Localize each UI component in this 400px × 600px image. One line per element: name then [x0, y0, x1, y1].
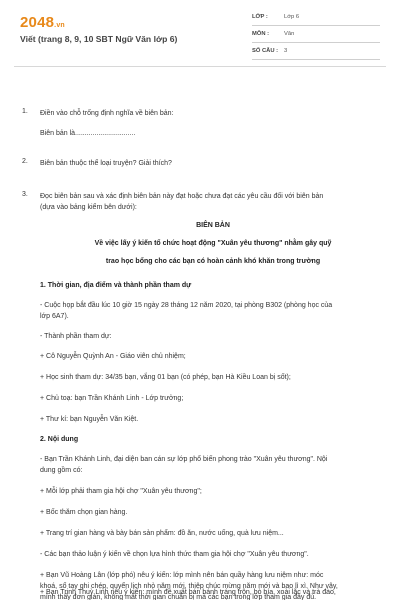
- list-item: + Trang trí gian hàng và bày bán sản phẩm: đồ ăn, nước uống, quà lưu niệm...: [40, 530, 284, 537]
- paragraph-line: khoá, sổ tay ghi chép, quyển lịch nhỏ năm mới, thiệp chúc mừng năm mới và bao lì xì. Như vậy,: [40, 583, 338, 590]
- paragraph-line: + Bạn Trịnh Thuỳ Linh nêu ý kiến: mình đề xuất bán bánh tráng trộn, bò bía, xoài lắc và trà đào,: [40, 589, 336, 596]
- meta-label: SỐ CÂU :: [252, 48, 279, 54]
- paragraph-line: + Bạn Vũ Hoàng Lân (lớp phó) nêu ý kiến: lớp mình nên bán quầy hàng lưu niệm như: móc: [40, 572, 324, 579]
- paragraph-line: dung gồm có:: [40, 467, 83, 474]
- section-heading: 1. Thời gian, địa điểm và thành phần tham dự: [40, 282, 192, 289]
- header-divider: [14, 66, 386, 67]
- paragraph-line: - Cuộc họp bắt đầu lúc 10 giờ 15 ngày 28 tháng 12 năm 2020, tại phòng B302 (phòng học của: [40, 302, 333, 309]
- paragraph-line: mình thấy đơn giản, không mất thời gian chuẩn bị mà các bạn trong lớp tham gia đầy đủ.: [40, 594, 317, 600]
- page-header: [0, 0, 400, 64]
- paragraph-line: lớp 6A7).: [40, 313, 69, 320]
- list-item: + Học sinh tham dự: 34/35 bạn, vắng 01 bạn (có phép, bạn Hà Kiều Loan bị sốt);: [40, 374, 291, 381]
- list-item: + Cô Nguyễn Quỳnh An - Giáo viên chủ nhiệm;: [40, 353, 186, 360]
- question-number: 3.: [22, 191, 28, 198]
- minutes-subject-line: trao học bổng cho các bạn có hoàn cảnh khó khăn trong trường: [105, 258, 321, 265]
- meta-label: MÔN :: [252, 31, 270, 37]
- minutes-title: BIÊN BẢN: [196, 222, 230, 229]
- question-text-line: Đọc biên bản sau và xác định biên bản này đạt hoặc chưa đạt các yêu cầu đối với biên bản: [40, 193, 324, 200]
- minutes-subject-line: Về việc lấy ý kiến tổ chức hoạt động "Xuân yêu thương" nhằm gây quỹ: [94, 240, 332, 247]
- question-number: 2.: [22, 158, 28, 165]
- paragraph-line: - Các bạn thảo luận ý kiến về chọn lựa hình thức tham gia hội chợ "Xuân yêu thương".: [40, 551, 309, 558]
- list-item: + Thư kí: bạn Nguyễn Văn Kiệt.: [40, 416, 139, 423]
- meta-value: Văn: [284, 31, 295, 37]
- page-subtitle: Viết (trang 8, 9, 10 SBT Ngữ Văn lớp 6): [20, 34, 178, 44]
- section-heading: 2. Nội dung: [40, 436, 79, 443]
- question-number: 1.: [22, 108, 28, 115]
- meta-panel: [252, 12, 380, 63]
- question-text-line: (dựa vào bảng kiểm bên dưới):: [40, 204, 137, 211]
- meta-value: Lớp 6: [284, 14, 300, 20]
- meta-row-class: [252, 12, 380, 26]
- list-item: + Bốc thăm chọn gian hàng.: [40, 509, 128, 516]
- meta-value: 3: [284, 48, 288, 54]
- participants-heading: - Thành phần tham dự:: [40, 333, 112, 340]
- site-logo[interactable]: 2048.vn: [20, 14, 65, 31]
- list-item: + Mỗi lớp phải tham gia hội chợ "Xuân yêu thương";: [40, 488, 202, 495]
- question-text: Điền vào chỗ trống định nghĩa về biên bản:: [40, 110, 174, 117]
- meta-label: LỚP :: [252, 14, 268, 20]
- meta-row-count: [252, 46, 380, 60]
- paragraph-line: - Bạn Trần Khánh Linh, đại diện ban cán sự lớp phổ biến phong trào "Xuân yêu thương". Nội: [40, 456, 328, 463]
- meta-row-subject: [252, 29, 380, 43]
- answer-blank: Biên bản là...............................: [40, 130, 136, 137]
- list-item: + Chủ toạ: bạn Trần Khánh Linh - Lớp trưởng;: [40, 395, 184, 402]
- question-text: Biên bản thuộc thể loại truyện? Giải thích?: [40, 160, 172, 167]
